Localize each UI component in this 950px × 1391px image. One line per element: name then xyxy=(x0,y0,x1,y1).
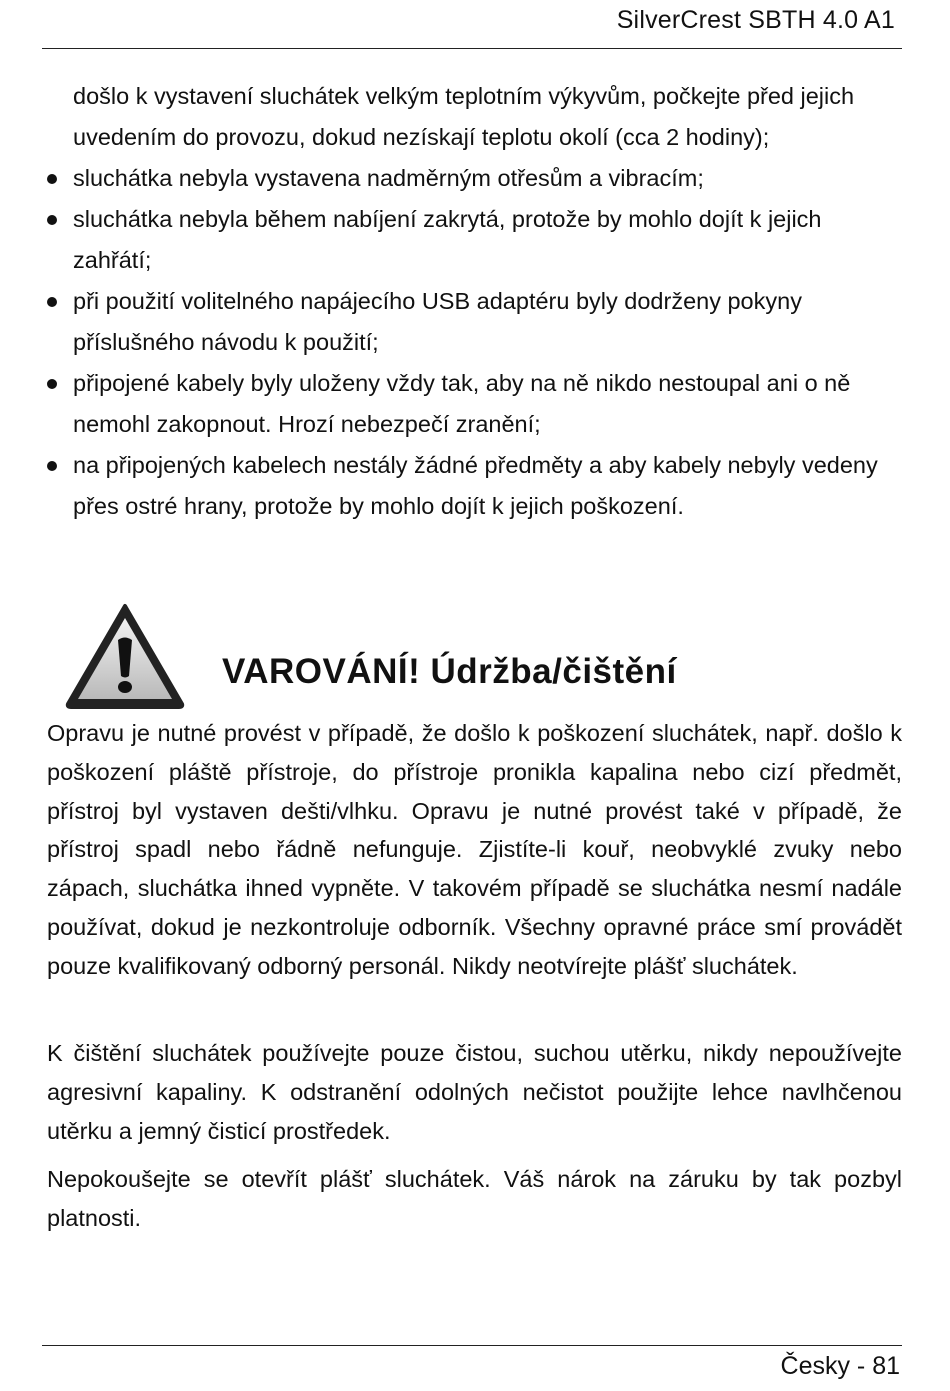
list-item xyxy=(46,76,906,158)
list-item xyxy=(46,158,906,199)
bullet-icon xyxy=(47,461,57,471)
list-item-text: při použití volitelného napájecího USB adaptéru byly dodrženy pokyny příslušného návodu k použití; xyxy=(73,288,802,355)
cleaning-paragraph: K čištění sluchátek používejte pouze čistou, suchou utěrku, nikdy nepoužívejte agresivní kapaliny. K odstranění odolných nečistot použijte lehce navlhčenou utěrku a jemný čisticí prostředek. xyxy=(47,1040,902,1144)
bullet-icon xyxy=(47,215,57,225)
bullet-icon xyxy=(47,379,57,389)
list-item xyxy=(46,363,906,445)
warning-triangle-icon xyxy=(64,602,186,710)
warranty-paragraph: Nepokoušejte se otevřít plášť sluchátek. Váš nárok na záruku by tak pozbyl platnosti. xyxy=(47,1166,902,1231)
section-heading: VAROVÁNÍ! Údržba/čištění xyxy=(222,652,677,691)
condition-list xyxy=(46,76,906,527)
list-item-text: došlo k vystavení sluchátek velkým teplotním výkyvům, počkejte před jejich uvedením do provozu, dokud nezískají teplotu okolí (cca 2 hodiny); xyxy=(73,83,855,150)
list-item-text: na připojených kabelech nestály žádné předměty a aby kabely nebyly vedeny přes ostré hrany, protože by mohlo dojít k jejich poškození. xyxy=(73,452,878,519)
footer-divider xyxy=(42,1345,902,1346)
bullet-icon xyxy=(47,174,57,184)
page-number: Česky - 81 xyxy=(780,1352,900,1380)
page-header-title: SilverCrest SBTH 4.0 A1 xyxy=(616,6,895,34)
bullet-icon xyxy=(47,297,57,307)
list-item xyxy=(46,199,906,281)
list-item xyxy=(46,281,906,363)
header-divider xyxy=(42,48,902,49)
list-item-text: sluchátka nebyla během nabíjení zakrytá, protože by mohlo dojít k jejich zahřátí; xyxy=(73,206,822,273)
list-item-text: sluchátka nebyla vystavena nadměrným otřesům a vibracím; xyxy=(73,165,704,191)
list-item-text: připojené kabely byly uloženy vždy tak, aby na ně nikdo nestoupal ani o ně nemohl zakopnout. Hrozí nebezpečí zranění; xyxy=(73,370,851,437)
repair-paragraph: Opravu je nutné provést v případě, že došlo k poškození sluchátek, např. došlo k poškození pláště přístroje, do přístroje pronikla kapalina nebo cizí předmět, přístroj byl vystaven dešti/vlhku. Opravu je nutné provést také v případě, že přístroj spadl nebo řádně nefunguje. Zjistíte-li kouř, neobvyklé zvuky nebo zápach, sluchátka ihned vypněte. V takovém případě se sluchátka nesmí nadále používat, dokud je nezkontroluje odborník. Všechny opravné práce smí provádět pouze kvalifikovaný odborný personál. Nikdy neotvírejte plášť sluchátek. xyxy=(47,720,902,979)
list-item xyxy=(46,445,906,527)
